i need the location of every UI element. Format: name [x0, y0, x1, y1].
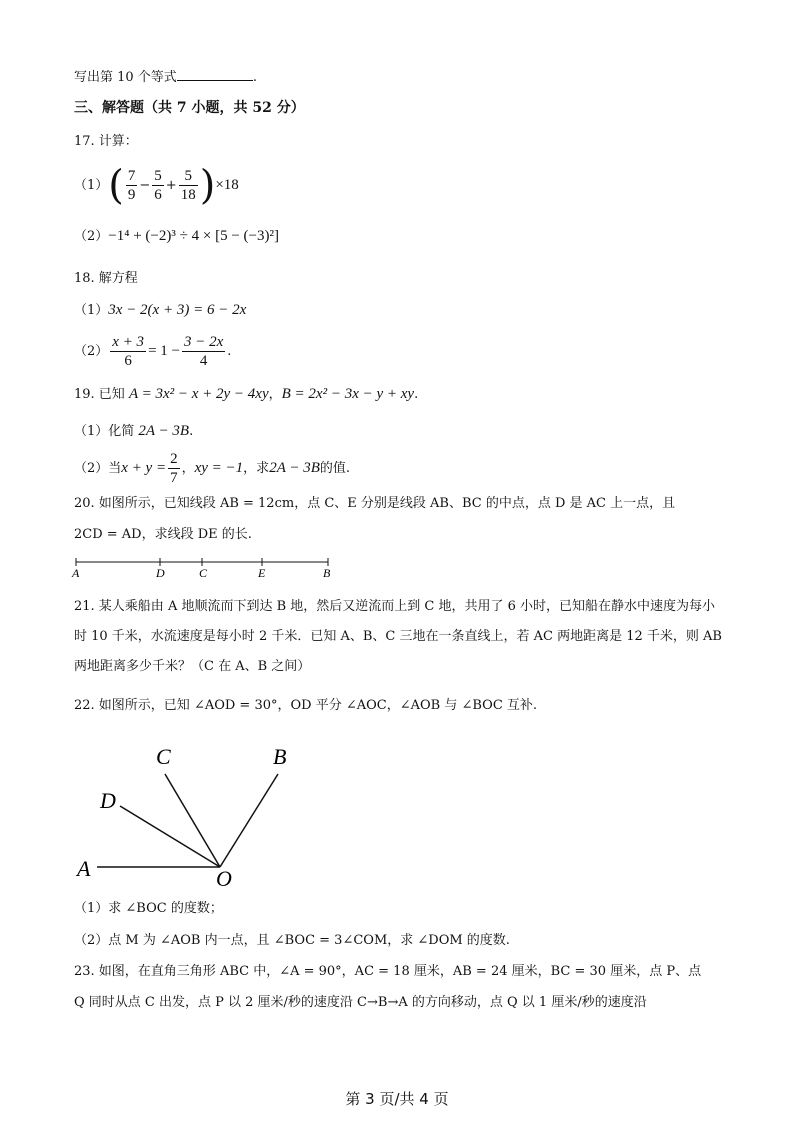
- point-label-e: E: [258, 566, 266, 580]
- page-footer: 第 3 页/共 4 页: [345, 1090, 449, 1108]
- q16-tail: 写出第 10 个等式 .: [74, 70, 257, 85]
- q23-line1: 23. 如图，在直角三角形 ABC 中，∠A = 90°，AC = 18 厘米，AB = 24 厘米，BC = 30 厘米，点 P、点: [74, 964, 702, 979]
- q23-line2: Q 同时从点 C 出发，点 P 以 2 厘米/秒的速度沿 C→B→A 的方向移动，点 Q 以 1 厘米/秒的速度沿: [74, 995, 647, 1010]
- point-label-b: B: [323, 566, 331, 580]
- segment-diagram: [68, 552, 348, 584]
- q17-part1: （1）( $\frac{7}{9}$ − $\frac{5}{6}$ + $\frac{5}{18}$ )×18: [74, 162, 239, 209]
- label-o: O: [216, 866, 232, 891]
- q19-part2: （2）当x + y = $\frac{2}{7}$ ，xy = −1，求2A − 3B的值.: [74, 451, 351, 486]
- q21-text: 21. 某人乘船由 A 地顺流而下到达 B 地，然后又逆流而上到 C 地，共用了 6 小时，已知船在静水中速度为每小时 10 千米，水流速度是每小时 2 千米．已知 A、B、C 三地在一条直线上，若 AC 两地距离是 12 千米，则 AB 两地距离多少千米？（C 在 A、B 之间）: [74, 599, 722, 674]
- label-a: A: [77, 856, 91, 881]
- q20-line1: 20. 如图所示，已知线段 AB = 12cm，点 C、E 分别是线段 AB、BC 的中点，点 D 是 AC 上一点，且: [74, 496, 676, 511]
- q17-stem: 17. 计算：: [74, 134, 138, 149]
- section-title: 三、解答题（共 7 小题，共 52 分）: [74, 100, 305, 116]
- ray-oc: [165, 774, 220, 867]
- frac-5-6: $\frac{5}{6}$: [154, 168, 162, 203]
- q20-line2: 2CD = AD，求线段 DE 的长.: [74, 527, 252, 542]
- q19-stem: 19. 已知 A = 3x² − x + 2y − 4xy，B = 2x² − 3x − y + xy.: [74, 386, 419, 402]
- q18-part1: （1）3x − 2(x + 3) = 6 − 2x: [74, 302, 247, 318]
- q22-stem: 22. 如图所示，已知 ∠AOD = 30°，OD 平分 ∠AOC，∠AOB 与 ∠BOC 互补.: [74, 698, 538, 713]
- point-label-c: C: [199, 566, 208, 580]
- frac-5-18: $\frac{5}{18}$: [180, 168, 196, 203]
- ray-ob: [220, 774, 278, 867]
- answer-blank[interactable]: [177, 68, 253, 81]
- point-label-a: A: [72, 566, 80, 580]
- q22-part1: （1）求 ∠BOC 的度数；: [74, 901, 223, 916]
- q17-part2: （2）−1⁴ + (−2)³ ÷ 4 × [5 − (−3)²]: [74, 228, 279, 244]
- frac-7-9: $\frac{7}{9}$: [127, 168, 136, 203]
- q18-stem: 18. 解方程: [74, 271, 138, 286]
- label-d: D: [100, 788, 116, 813]
- q18-part2: （2） $\frac{x + 3}{6}$ = 1 − $\frac{3 - 2x}{4}$ .: [74, 334, 232, 369]
- angle-diagram: [70, 736, 310, 896]
- label-b: B: [273, 744, 287, 769]
- label-c: C: [156, 744, 171, 769]
- q22-part2: （2）点 M 为 ∠AOB 内一点，且 ∠BOC = 3∠COM，求 ∠DOM 的度数.: [74, 933, 510, 948]
- ray-od: [120, 806, 220, 867]
- q19-part1: （1）化简 2A − 3B.: [74, 423, 194, 439]
- point-label-d: D: [156, 566, 165, 580]
